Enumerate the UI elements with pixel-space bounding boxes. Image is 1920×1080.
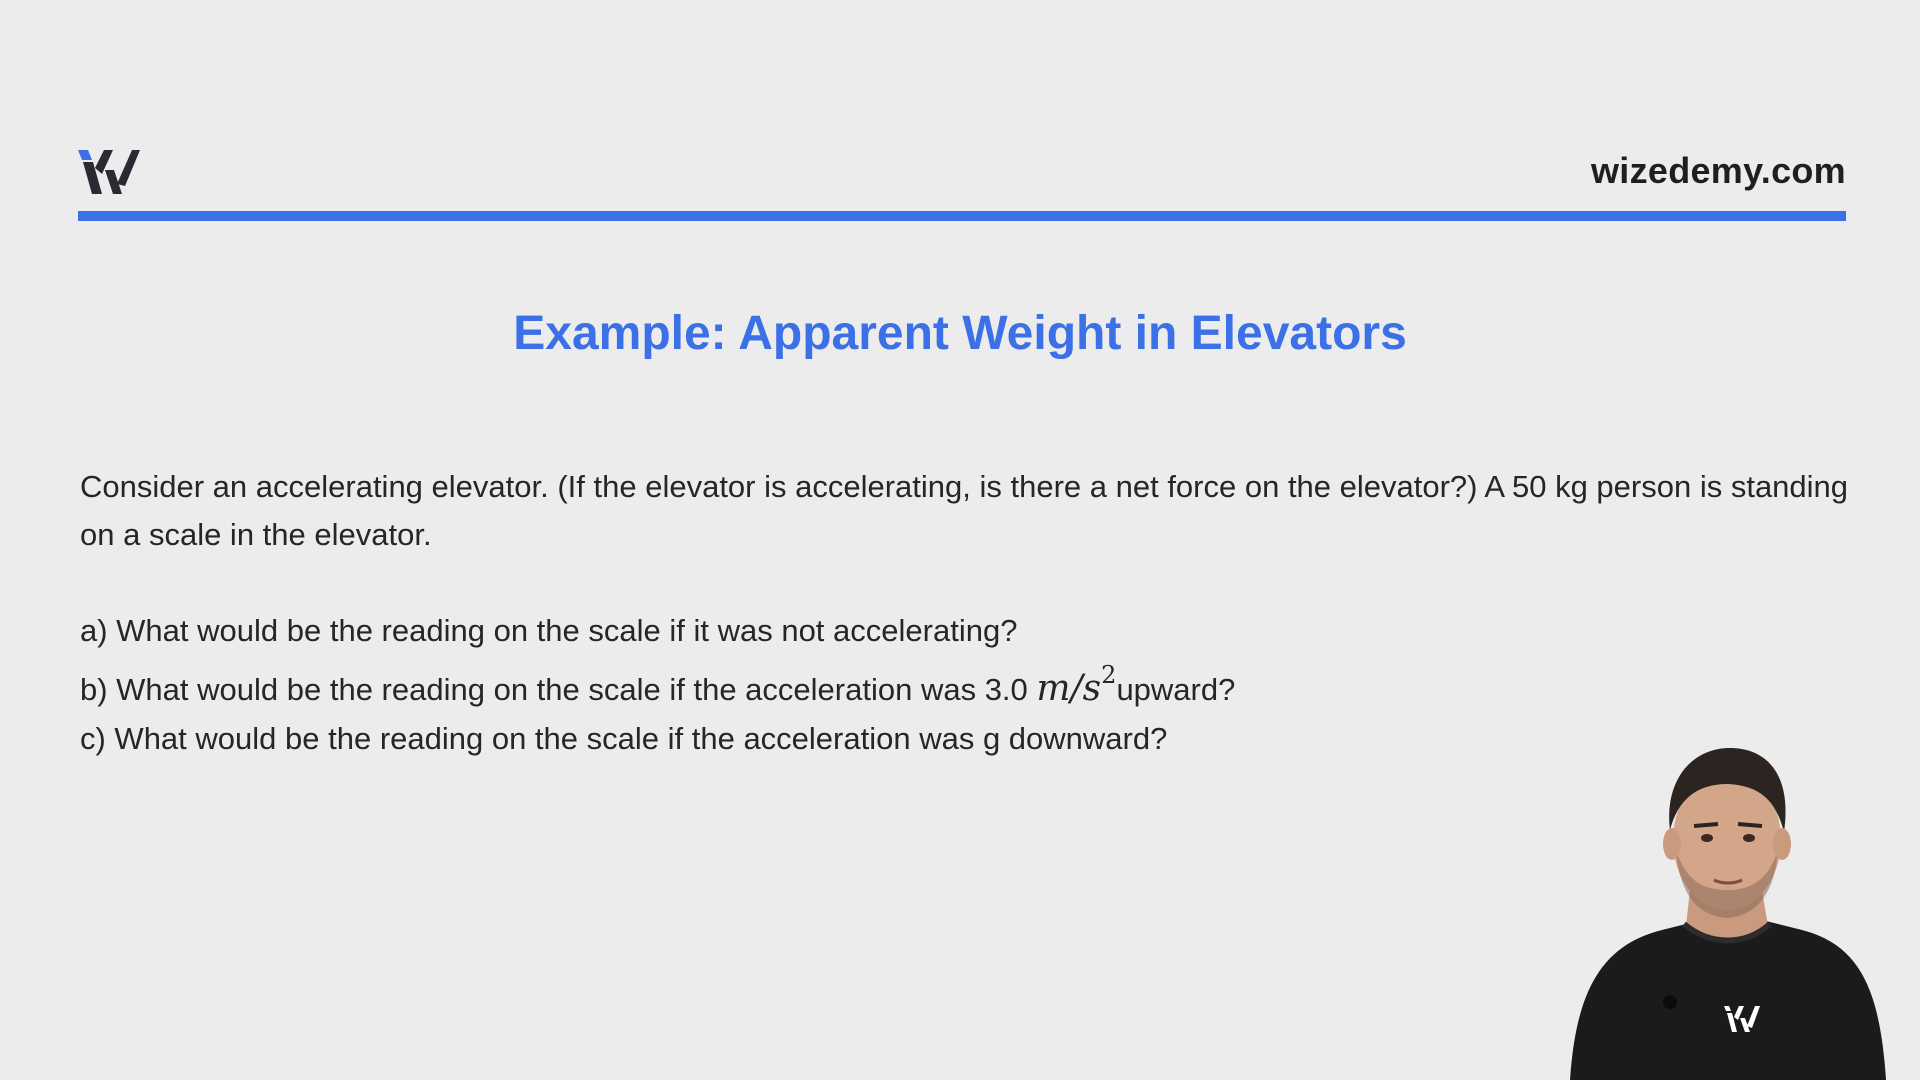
wizedemy-logo-icon bbox=[78, 150, 140, 194]
question-c: c) What would be the reading on the scale if the acceleration was g downward? bbox=[80, 721, 1168, 756]
question-a: a) What would be the reading on the scale if it was not accelerating? bbox=[80, 613, 1018, 648]
site-url[interactable]: wizedemy.com bbox=[1590, 150, 1846, 191]
problem-statement: Consider an accelerating elevator. (If the elevator is accelerating, is there a net force on the elevator?) A 50 kg person is standing on a scale in the elevator. bbox=[80, 469, 1849, 552]
header-divider bbox=[78, 211, 1846, 221]
question-b-text: b) What would be the reading on the scale if the acceleration was 3.0 bbox=[80, 672, 1037, 707]
acceleration-unit: $m/s^2$ bbox=[1036, 661, 1117, 709]
question-b bbox=[80, 655, 1850, 714]
presenter-video bbox=[1562, 740, 1892, 1080]
page-title: Example: Apparent Weight in Elevators bbox=[513, 307, 1407, 360]
question-b-direction: upward? bbox=[1116, 672, 1236, 707]
